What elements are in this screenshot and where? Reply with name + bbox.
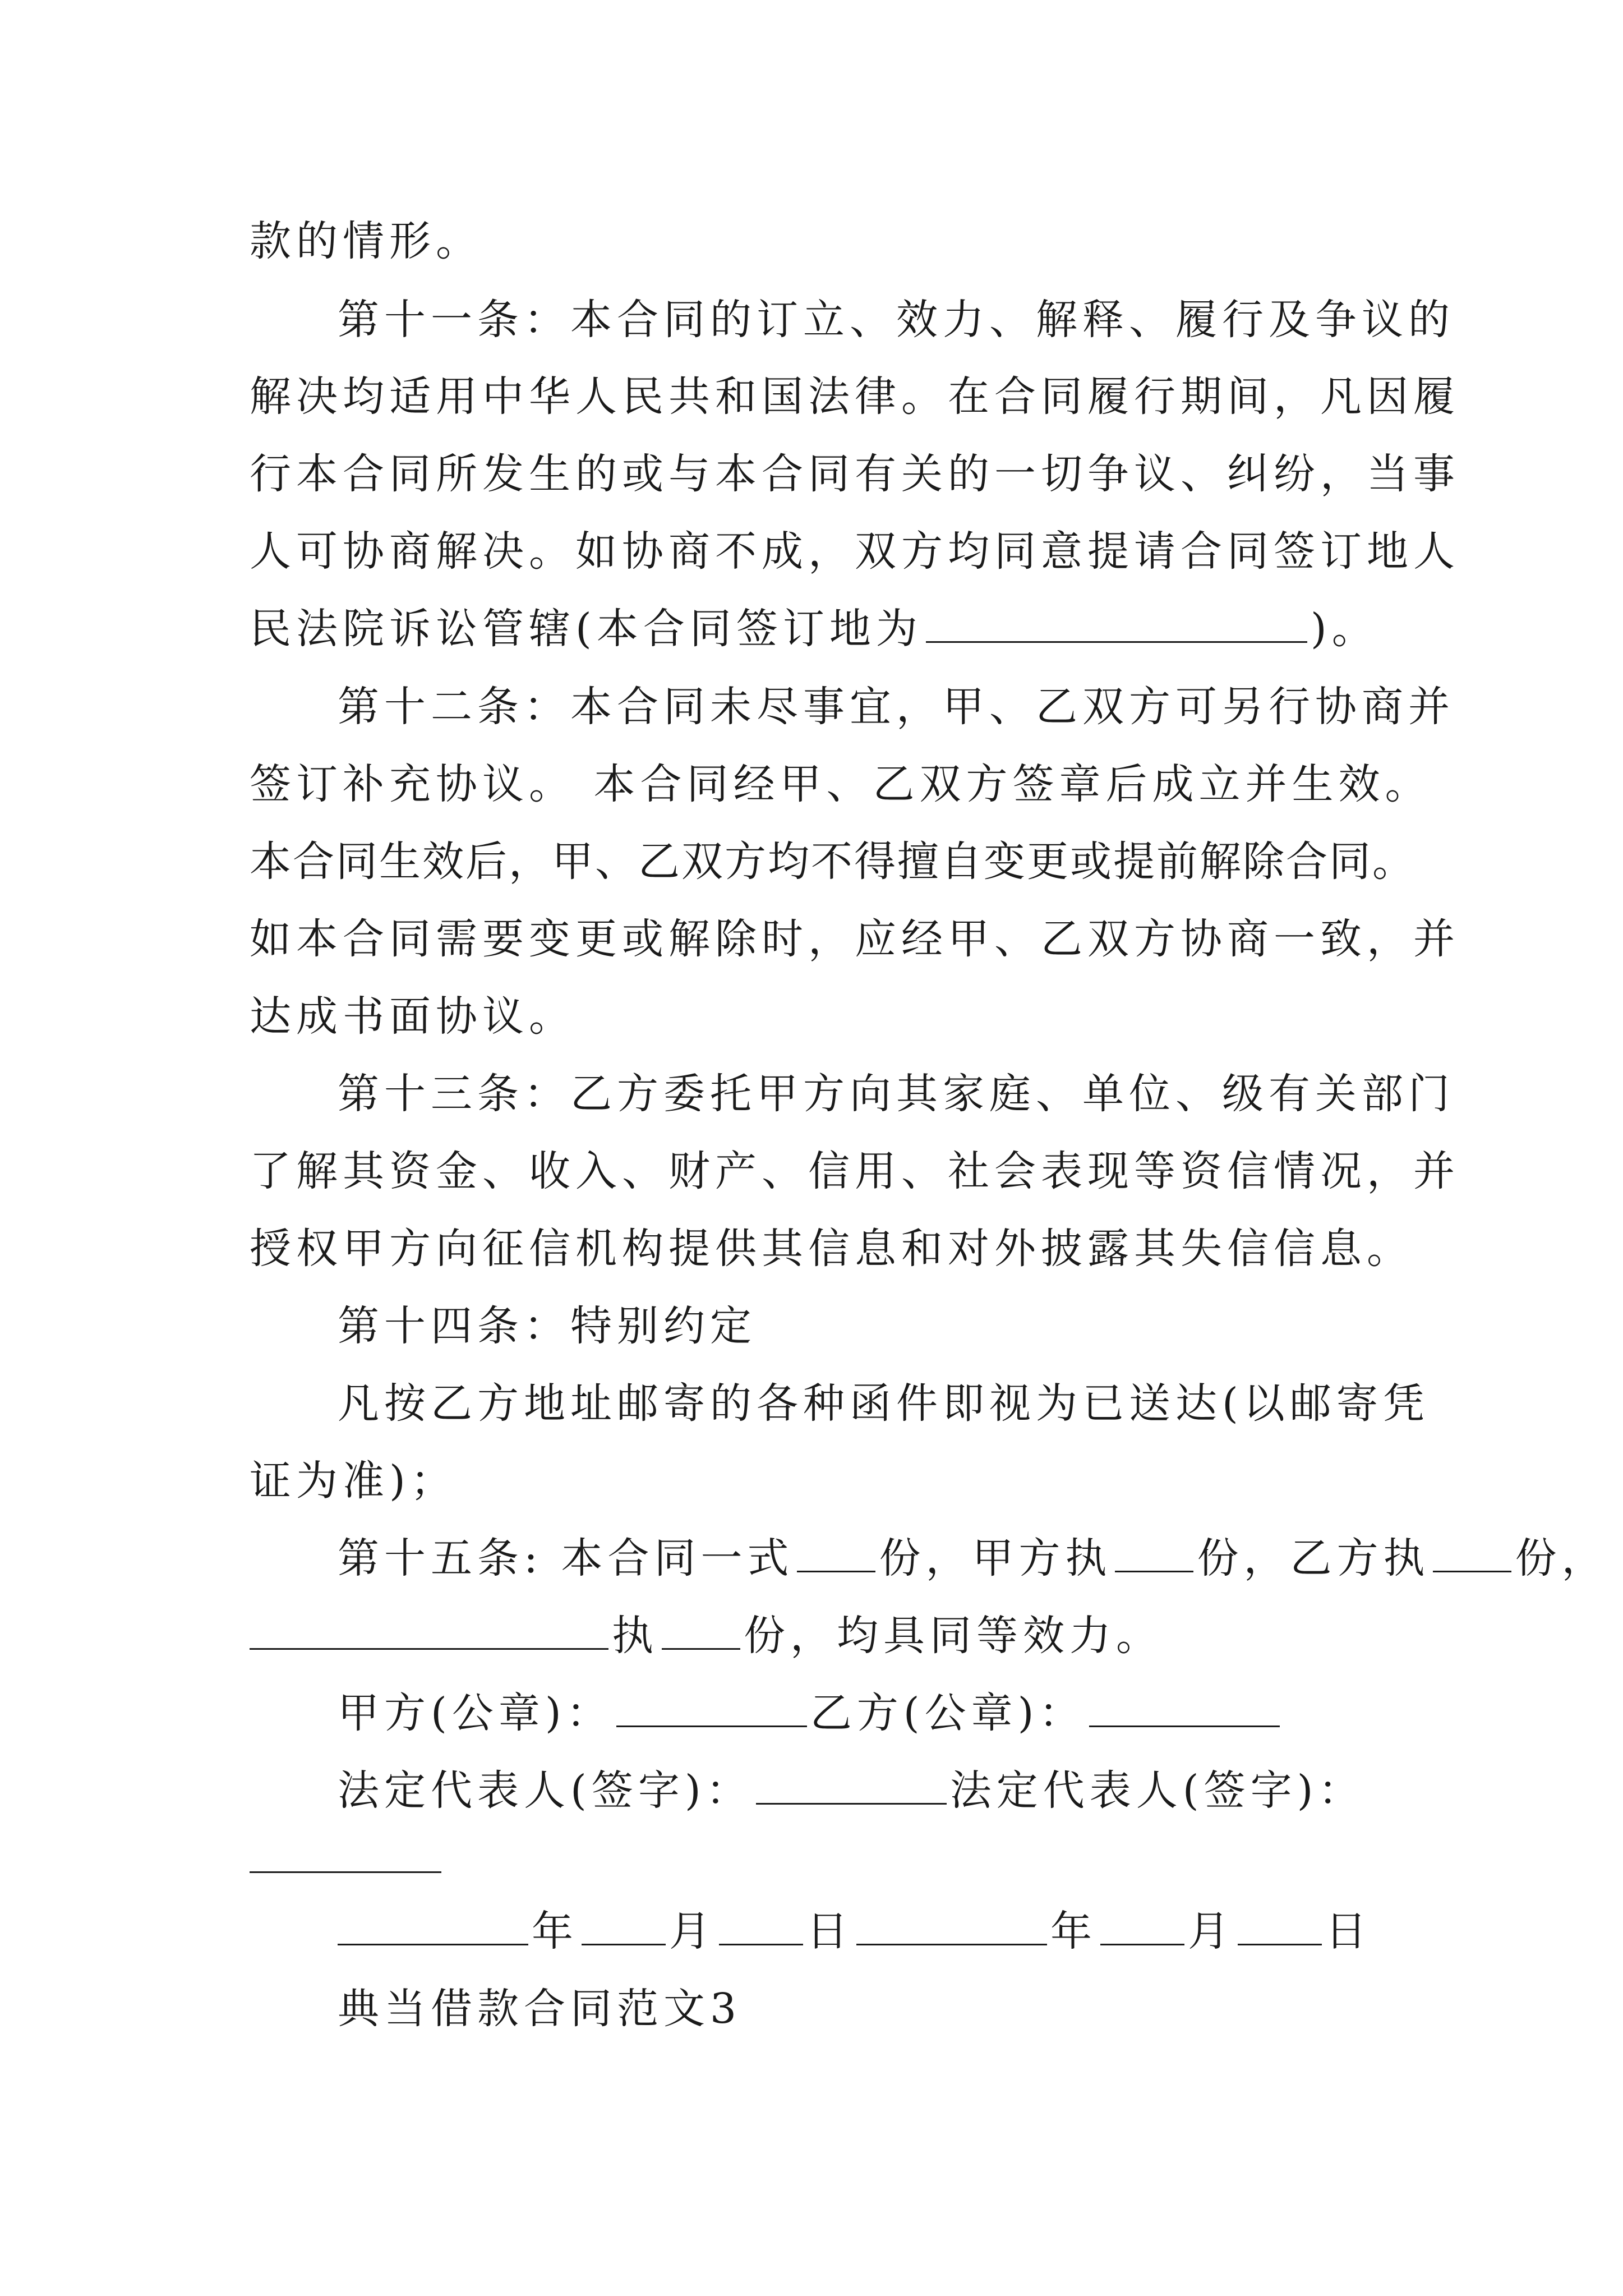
party-b-seal-blank[interactable] — [1089, 1691, 1280, 1727]
copies-total-blank[interactable] — [797, 1536, 875, 1572]
copies-party-b-blank[interactable] — [1433, 1536, 1511, 1572]
article-13-line-1 — [338, 1066, 1455, 1122]
text: 本合同生效后，甲、乙双方均不得擅自变更或提前解除合同。 — [250, 838, 1415, 886]
article-15-line-1 — [338, 1530, 1608, 1586]
text: 民法院诉讼管辖(本合同签订地为 — [250, 605, 923, 653]
text: 款的情形。 — [250, 217, 482, 265]
copies-party-a-blank[interactable] — [1115, 1536, 1193, 1572]
text: 解决均适用中华人民共和国法律。在合同履行期间，凡因履 — [250, 372, 1460, 421]
text: 签订补充协议。 本合同经甲、乙双方签章后成立并生效。 — [250, 760, 1432, 808]
article-15-line-2 — [250, 1608, 1163, 1664]
text: 第十二条：本合同未尽事宜，甲、乙双方可另行协商并 — [338, 683, 1455, 731]
text: 典当借款合同范文3 — [338, 1985, 742, 2033]
article-11-line-5 — [250, 601, 1378, 657]
article-11-line-4 — [250, 523, 1460, 579]
article-12-line-4 — [250, 911, 1460, 967]
article-11-line-1 — [338, 292, 1455, 348]
text: 授权甲方向征信机构提供其信息和对外披露其失信信息。 — [250, 1225, 1413, 1273]
rep-a-blank[interactable] — [756, 1768, 947, 1805]
article-13-line-2 — [250, 1143, 1460, 1199]
text: )。 — [1310, 605, 1378, 653]
date-a-month-blank[interactable] — [582, 1909, 666, 1945]
text: 份， — [1515, 1534, 1608, 1582]
party-a-seal-label: 甲方(公章)： — [338, 1689, 613, 1737]
special-terms-line-1 — [338, 1375, 1430, 1432]
party-a-seal-blank[interactable] — [616, 1691, 807, 1727]
copies-other-blank[interactable] — [662, 1613, 740, 1650]
article-12-line-1 — [338, 679, 1455, 735]
date-b-year-blank[interactable] — [856, 1909, 1047, 1945]
text: 份，均具同等效力。 — [744, 1612, 1163, 1660]
party-b-seal-label: 乙方(公章)： — [810, 1689, 1086, 1737]
date-a-year-blank[interactable] — [338, 1909, 528, 1945]
article-12-line-5 — [250, 988, 575, 1045]
article-11-line-2 — [250, 369, 1460, 425]
text: 第十四条：特别约定 — [338, 1302, 757, 1350]
text: 人可协商解决。如协商不成，双方均同意提请合同签订地人 — [250, 527, 1460, 576]
rep-b-label: 法定代表人(签字)： — [949, 1766, 1365, 1815]
next-section-title — [338, 1981, 741, 2037]
text: 月 — [669, 1907, 716, 1955]
text: 月 — [1188, 1907, 1234, 1955]
text: 日 — [1325, 1907, 1372, 1955]
text: 份，乙方执 — [1197, 1534, 1430, 1582]
fill-in-blank[interactable] — [926, 606, 1307, 643]
date-line — [338, 1903, 1372, 1959]
text: 第十三条：乙方委托甲方向其家庭、单位、级有关部门 — [338, 1070, 1455, 1118]
text: 第十一条：本合同的订立、效力、解释、履行及争议的 — [338, 296, 1455, 344]
date-a-day-blank[interactable] — [719, 1909, 803, 1945]
text: 年 — [1050, 1907, 1097, 1955]
article-13-line-3 — [250, 1221, 1413, 1277]
article-11-line-3 — [250, 446, 1460, 502]
text: 行本合同所发生的或与本合同有关的一切争议、纠纷，当事 — [250, 450, 1460, 498]
rep-b-blank[interactable] — [250, 1871, 441, 1873]
special-terms-line-2 — [250, 1453, 457, 1509]
text: 日 — [806, 1907, 853, 1955]
text: 如本合同需要变更或解除时，应经甲、乙双方协商一致，并 — [250, 915, 1460, 963]
text: 了解其资金、收入、财产、信用、社会表现等资信情况，并 — [250, 1147, 1460, 1195]
paragraph-line — [250, 213, 482, 269]
date-b-month-blank[interactable] — [1100, 1909, 1184, 1945]
text: 执 — [612, 1612, 658, 1660]
text: 达成书面协议。 — [250, 992, 575, 1041]
text: 份，甲方执 — [879, 1534, 1112, 1582]
signature-rep-line — [338, 1763, 1365, 1819]
text: 年 — [532, 1907, 578, 1955]
date-b-day-blank[interactable] — [1238, 1909, 1322, 1945]
article-12-line-3 — [250, 834, 1415, 890]
signature-party-line — [338, 1685, 1283, 1741]
text: 第十五条: 本合同一式 — [338, 1534, 794, 1582]
text: 证为准)； — [250, 1457, 457, 1505]
rep-a-label: 法定代表人(签字)： — [338, 1766, 753, 1815]
article-12-line-2 — [250, 756, 1432, 812]
text: 凡按乙方地址邮寄的各种函件即视为已送达(以邮寄凭 — [338, 1379, 1430, 1428]
other-holder-blank[interactable] — [250, 1613, 608, 1650]
article-14-line-1 — [338, 1298, 757, 1354]
